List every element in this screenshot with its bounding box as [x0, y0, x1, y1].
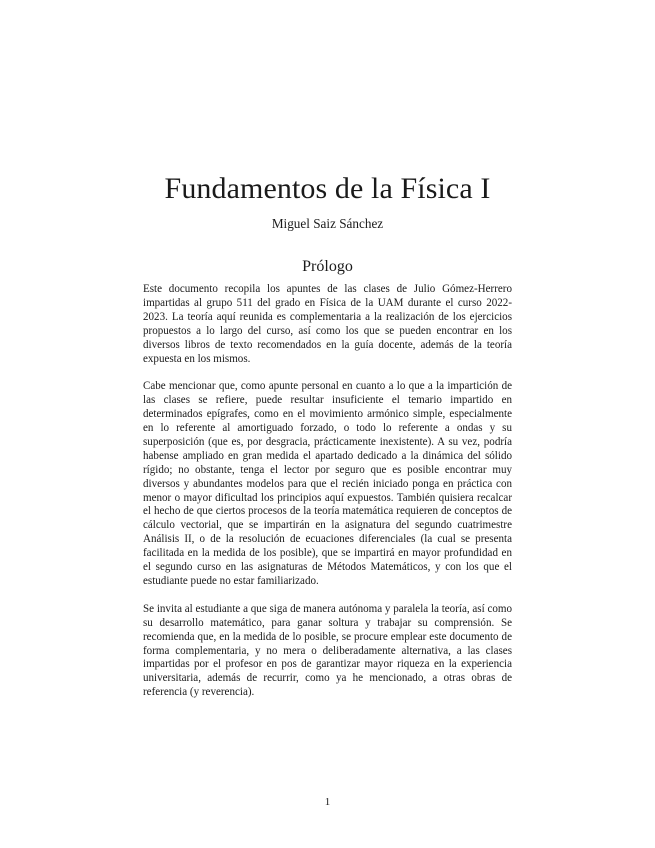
prologue-body	[143, 283, 512, 714]
section-heading: Prólogo	[302, 258, 353, 275]
page-number: 1	[324, 796, 331, 808]
paragraph: Este documento recopila los apuntes de las clases de Julio Gómez-Herrero impartidas al grupo 511 del grado en Física de la UAM durante el curso 2022-2023. La teoría aquí reunida es complementaria a la realización de los ejercicios propuestos a lo largo del curso, así como los que se pueden encontrar en los diversos libros de texto recomendados en la guía docente, además de la teoría expuesta en los mismos.	[143, 283, 512, 365]
paragraph: Se invita al estudiante a que siga de manera autónoma y paralela la teoría, así como su desarrollo matemático, para ganar soltura y trabajar su comprensión. Se recomienda que, en la medida de lo posible, se procure emplear este documento de forma complementaria, y no mera o deliberadamente alternativa, a las clases impartidas por el profesor en pos de garantizar mayor riqueza en la experiencia universitaria, además de recurrir, como ya he mencionado, a otras obras de referencia (y reverencia).	[143, 602, 512, 699]
document-author: Miguel Saiz Sánchez	[271, 216, 384, 231]
paragraph: Cabe mencionar que, como apunte personal en cuanto a lo que a la impartición de las clases se refiere, puede resultar insuficiente el temario impartido en determinados epígrafes, como en el movimiento armónico simple, especialmente en lo referente al amortiguado forzado, o todo lo referente a ondas y su superposición (que es, por desgracia, prácticamente inexistente). A su vez, podría habense ampliado en gran medida el apartado dedicado a la dinámica del sólido rígido; no obstante, tenga el lector por seguro que es posible encontrar muy diversos y abundantes modelos para que el recién iniciado ponga en práctica con menor o mayor dificultad los principios aquí expuestos. También quisiera recalcar el hecho de que ciertos procesos de la teoría matemática requieren de conceptos de cálculo vectorial, que se impartirán en la asignatura del segundo cuatrimestre Análisis II, o de la resolución de ecuaciones diferenciales (la cual se presenta facilitada en la medida de los posible), que se impartirá en mayor profundidad en el segundo curso en las asignaturas de Métodos Matemáticos, y con los que el estudiante puede no estar familiarizado.	[143, 380, 512, 588]
document-title: Fundamentos de la Física I	[164, 172, 491, 205]
